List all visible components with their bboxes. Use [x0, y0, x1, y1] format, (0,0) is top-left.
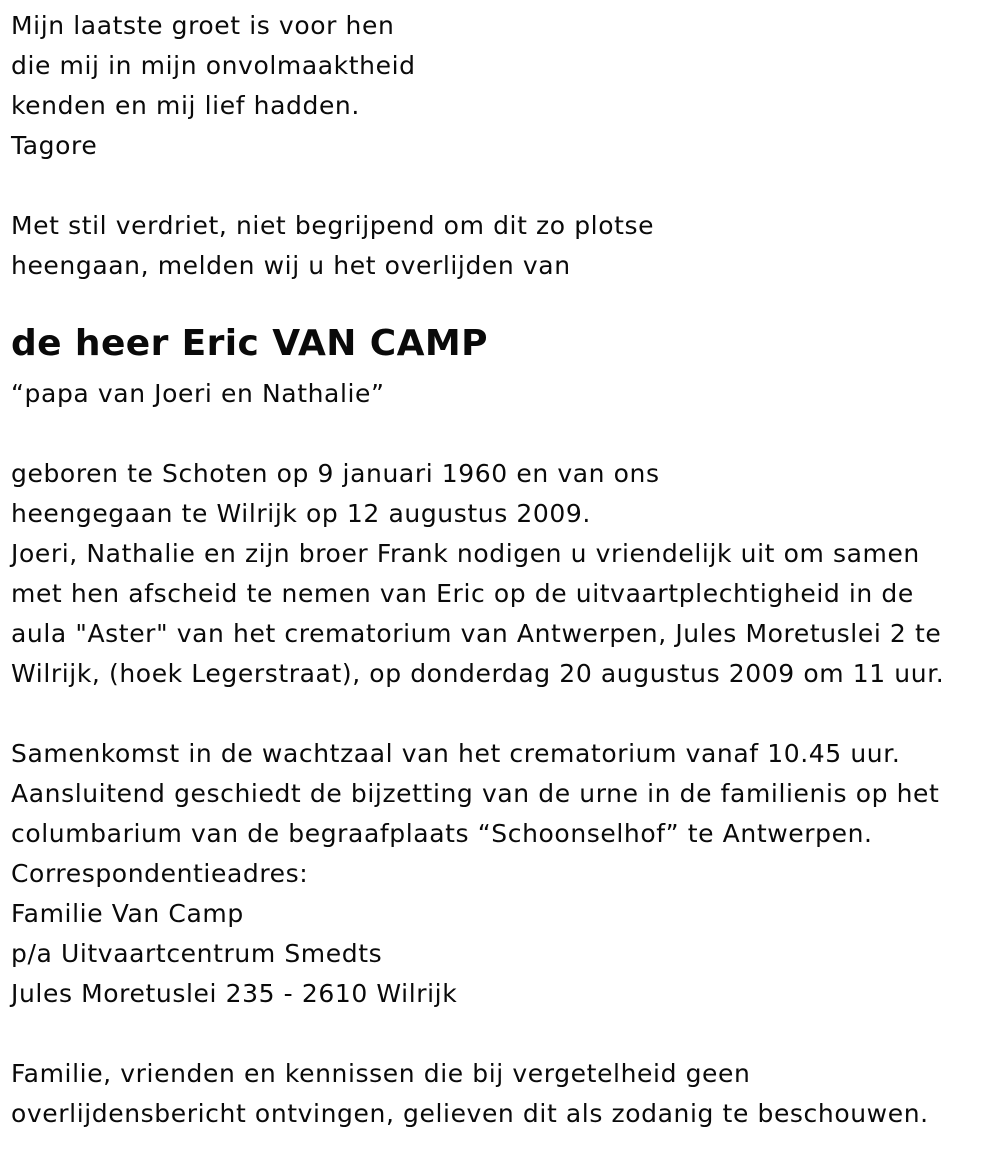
details: [11, 454, 991, 694]
details-line: met hen afscheid te nemen van Eric op de uitvaartplechtigheid in de: [11, 579, 914, 608]
correspondence-address: [11, 854, 991, 1014]
poem-line: Mijn laatste groet is voor hen: [11, 11, 395, 40]
details-line: Joeri, Nathalie en zijn broer Frank nodigen u vriendelijk uit om samen: [11, 539, 920, 568]
gathering-line: Samenkomst in de wachtzaal van het crematorium vanaf 10.45 uur.: [11, 739, 901, 768]
correspondence-label: Correspondentieadres:: [11, 859, 309, 888]
address-line: Jules Moretuslei 235 - 2610 Wilrijk: [11, 979, 458, 1008]
gathering-line: columbarium van de begraafplaats “Schoonselhof” te Antwerpen.: [11, 819, 873, 848]
address-line: p/a Uitvaartcentrum Smedts: [11, 939, 383, 968]
address-line: Familie Van Camp: [11, 899, 244, 928]
poem-author: Tagore: [11, 131, 98, 160]
details-line: geboren te Schoten op 9 januari 1960 en van ons: [11, 459, 660, 488]
intro-line: heengaan, melden wij u het overlijden van: [11, 251, 571, 280]
closing-line: Familie, vrienden en kennissen die bij vergetelheid geen: [11, 1059, 751, 1088]
details-line: aula "Aster" van het crematorium van Antwerpen, Jules Moretuslei 2 te: [11, 619, 942, 648]
poem: [11, 6, 991, 166]
spacer: [11, 1014, 991, 1054]
intro-line: Met stil verdriet, niet begrijpend om dit zo plotse: [11, 211, 655, 240]
poem-line: die mij in mijn onvolmaaktheid: [11, 51, 416, 80]
spacer: [11, 414, 991, 454]
deceased-nickname: “papa van Joeri en Nathalie”: [11, 379, 385, 408]
intro: [11, 206, 991, 286]
death-notice: [11, 6, 991, 1134]
closing: [11, 1054, 991, 1134]
closing-line: overlijdensbericht ontvingen, gelieven dit als zodanig te beschouwen.: [11, 1099, 929, 1128]
gathering: [11, 734, 991, 854]
gathering-line: Aansluitend geschiedt de bijzetting van de urne in de familienis op het: [11, 779, 940, 808]
poem-line: kenden en mij lief hadden.: [11, 91, 360, 120]
deceased-name: de heer Eric VAN CAMP: [11, 323, 488, 364]
spacer: [11, 694, 991, 734]
details-line: Wilrijk, (hoek Legerstraat), op donderdag 20 augustus 2009 om 11 uur.: [11, 659, 945, 688]
spacer: [11, 166, 991, 206]
details-line: heengegaan te Wilrijk op 12 augustus 2009.: [11, 499, 591, 528]
